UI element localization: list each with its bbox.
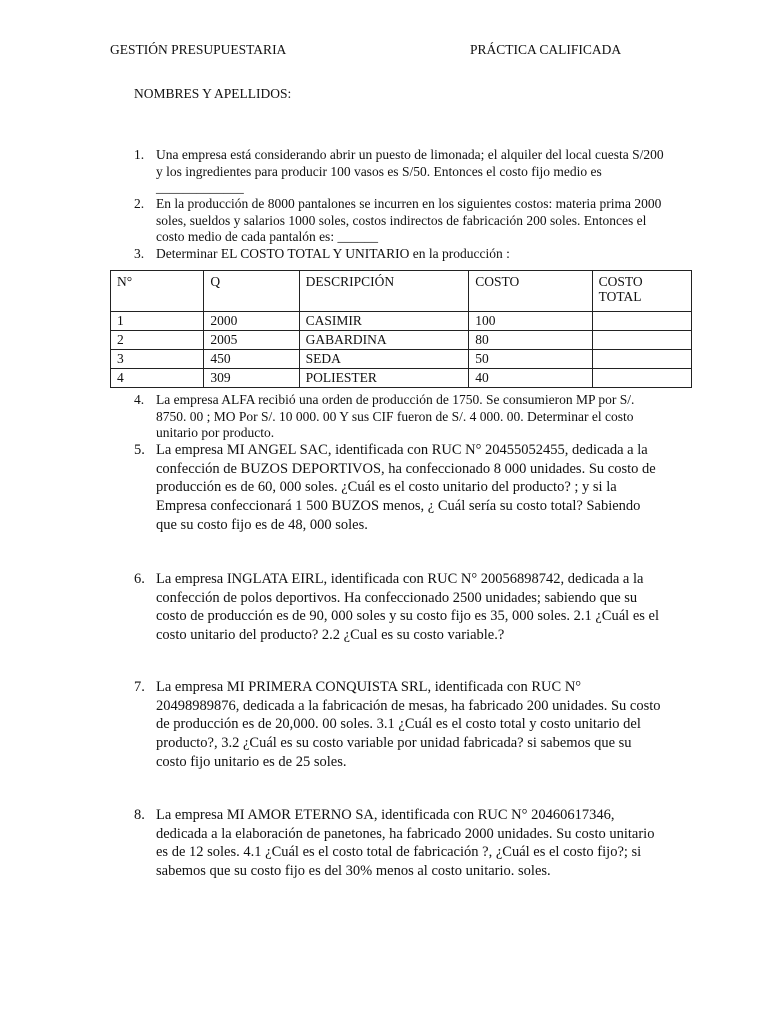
question-text: La empresa MI ANGEL SAC, identificada con RUC N° 20455052455, dedicada a la confección de BUZOS DEPORTIVOS, ha confeccionado 8 000 unidades. Su costo de producción es de 60, 000 soles. ¿Cuál es el costo unitario del producto? ; y si la Empresa confeccionará 1 500 BUZOS menos, ¿ Cuál sería su costo total? Sabiendo que su costo fijo es de 48, 000 soles.: [156, 442, 656, 533]
question-1: [134, 147, 664, 197]
table-cell: 100: [469, 312, 592, 331]
table-cell: 4: [111, 369, 204, 388]
question-number: 6.: [134, 571, 145, 587]
question-text: La empresa ALFA recibió una orden de producción de 1750. Se consumieron MP por S/. 8750. 00 ; MO Por S/. 10 000. 00 Y sus CIF fueron de S/. 4 000. 00. Determinar el costo unitario por producto.: [156, 392, 635, 440]
table-cell: 2005: [204, 331, 299, 350]
table-cell: 1: [111, 312, 204, 331]
table-header-row: [111, 271, 692, 312]
table-row: [111, 312, 692, 331]
question-number: 1.: [134, 147, 145, 162]
question-3: [134, 246, 664, 263]
table-cell: 80: [469, 331, 592, 350]
table-cell: [592, 312, 691, 331]
table-cell: SEDA: [299, 350, 469, 369]
table-cell: POLIESTER: [299, 369, 469, 388]
table-row: [111, 350, 692, 369]
question-number: 5.: [134, 442, 145, 458]
table-cell: 309: [204, 369, 299, 388]
table-cell: CASIMIR: [299, 312, 469, 331]
question-number: 7.: [134, 679, 145, 695]
cost-table: [110, 270, 692, 388]
header-cell: N°: [111, 271, 204, 312]
header-cell: COSTO TOTAL: [592, 271, 691, 312]
table-cell: [592, 350, 691, 369]
header-left: GESTIÓN PRESUPUESTARIA: [110, 42, 287, 57]
table-row: [111, 331, 692, 350]
question-number: 3.: [134, 246, 145, 261]
table-cell: 3: [111, 350, 204, 369]
table-cell: 2: [111, 331, 204, 350]
question-5: [134, 441, 664, 535]
question-6: [134, 570, 664, 645]
table-cell: [592, 369, 691, 388]
table-cell: 2000: [204, 312, 299, 331]
question-8: [134, 806, 664, 881]
table-row: [111, 369, 692, 388]
question-4: [134, 392, 664, 442]
question-text: Determinar EL COSTO TOTAL Y UNITARIO en la producción :: [156, 246, 510, 261]
question-text: La empresa INGLATA EIRL, identificada con RUC N° 20056898742, dedicada a la confección de polos deportivos. Ha confeccionado 2500 unidades; sabiendo que su costo de producción es de 90, 000 soles y su costo fijo es 35, 000 soles. 2.1 ¿Cuál es el costo unitario del producto? 2.2 ¿Cual es su costo variable.?: [156, 571, 659, 644]
table-cell: 450: [204, 350, 299, 369]
question-number: 4.: [134, 392, 145, 407]
table-cell: [592, 331, 691, 350]
header-cell: DESCRIPCIÓN: [299, 271, 469, 312]
header-cell: Q: [204, 271, 299, 312]
question-text: Una empresa está considerando abrir un puesto de limonada; el alquiler del local cuesta S/200 y los ingredientes para producir 100 vasos es S/50. Entonces el costo fijo medio es _____________: [156, 147, 664, 195]
table-cell: 40: [469, 369, 592, 388]
header-right: PRÁCTICA CALIFICADA: [470, 42, 622, 57]
question-number: 2.: [134, 196, 145, 211]
question-number: 8.: [134, 807, 145, 823]
question-text: La empresa MI PRIMERA CONQUISTA SRL, identificada con RUC N° 20498989876, dedicada a la fabricación de mesas, ha fabricado 200 unidades. Su costo de producción es de 20,000. 00 soles. 3.1 ¿Cuál es el costo total y costo unitario del producto?, 3.2 ¿Cuál es su costo variable por unidad fabricada? si sabemos que su costo fijo unitario es de 25 soles.: [156, 679, 661, 770]
question-text: En la producción de 8000 pantalones se incurren en los siguientes costos: materia prima 2000 soles, sueldos y salarios 1000 soles, costos indirectos de fabricación 200 soles. Entonces el costo medio de cada pantalón es: ______: [156, 196, 662, 244]
question-text: La empresa MI AMOR ETERNO SA, identificada con RUC N° 20460617346, dedicada a la elaboración de panetones, ha fabricado 2000 unidades. Su costo unitario es de 12 soles. 4.1 ¿Cuál es el costo total de fabricación ?, ¿Cuál es el costo fijo?; si sabemos que su costo fijo es del 30% menos al costo unitario. soles.: [156, 807, 655, 880]
question-7: [134, 678, 664, 772]
header-cell: COSTO: [469, 271, 592, 312]
table-cell: 50: [469, 350, 592, 369]
table-cell: GABARDINA: [299, 331, 469, 350]
names-label: NOMBRES Y APELLIDOS:: [134, 86, 292, 101]
question-2: [134, 196, 664, 246]
